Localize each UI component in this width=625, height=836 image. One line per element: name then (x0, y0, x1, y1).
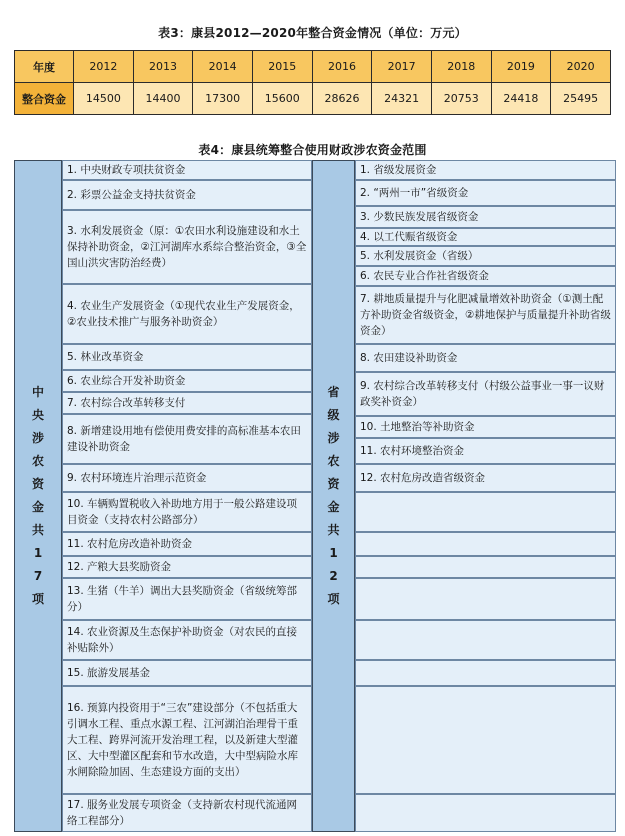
list-item: 3. 水利发展资金（原：①农田水利设施建设和水土保持补助资金，②江河湖库水系综合整治资金，③全国山洪灾害防治经费） (62, 210, 312, 284)
year-cell: 2017 (372, 51, 432, 83)
list-item: 9. 农村环境连片治理示范资金 (62, 464, 312, 492)
list-item: 9. 农村综合改革转移支付（村级公益事业一事一议财政奖补资金） (355, 372, 616, 416)
fund-value-cell: 14500 (74, 83, 134, 115)
list-item: 8. 新增建设用地有偿使用费安排的高标准基本农田建设补助资金 (62, 414, 312, 464)
list-item: 10. 土地整治等补助资金 (355, 416, 616, 438)
table-row-values (15, 83, 611, 115)
fund-value-cell: 28626 (312, 83, 372, 115)
list-item: 11. 农村危房改造补助资金 (62, 532, 312, 556)
list-item: 15. 旅游发展基金 (62, 660, 312, 686)
empty-cell (355, 578, 616, 620)
list-item: 10. 车辆购置税收入补助地方用于一般公路建设项目资金（支持农村公路部分） (62, 492, 312, 532)
year-cell: 2020 (551, 51, 611, 83)
table-row-years (15, 51, 611, 83)
fund-value-cell: 25495 (551, 83, 611, 115)
fund-value-cell: 14400 (133, 83, 193, 115)
list-item: 3. 少数民族发展省级资金 (355, 206, 616, 228)
list-item: 8. 农田建设补助资金 (355, 344, 616, 372)
list-item: 1. 中央财政专项扶贫资金 (62, 160, 312, 180)
fund-value-cell: 20753 (431, 83, 491, 115)
list-item: 2. 彩票公益金支持扶贫资金 (62, 180, 312, 210)
table3-caption: 表3：康县2012—2020年整合资金情况（单位：万元） (158, 26, 467, 40)
list-item: 5. 林业改革资金 (62, 344, 312, 370)
list-item: 12. 农村危房改造省级资金 (355, 464, 616, 492)
central-funds-header-text: 中央涉农资金共17项 (31, 385, 44, 606)
fund-value-cell: 17300 (193, 83, 253, 115)
list-item: 11. 农村环境整治资金 (355, 438, 616, 464)
fund-value-cell: 15600 (252, 83, 312, 115)
empty-cell (355, 794, 616, 832)
year-row-header: 年度 (15, 51, 74, 83)
fund-row-header: 整合资金 (15, 83, 74, 115)
list-item: 12. 产粮大县奖励资金 (62, 556, 312, 578)
list-item: 5. 水利发展资金（省级） (355, 246, 616, 266)
year-cell: 2013 (133, 51, 193, 83)
provincial-funds-header (312, 160, 355, 832)
list-item: 13. 生猪（牛羊）调出大县奖励资金（省级统筹部分） (62, 578, 312, 620)
list-item: 2. “两州一市”省级资金 (355, 180, 616, 206)
year-cell: 2016 (312, 51, 372, 83)
list-item: 1. 省级发展资金 (355, 160, 616, 180)
fund-value-cell: 24418 (491, 83, 551, 115)
fund-scope-table (14, 160, 616, 832)
list-item: 7. 农村综合改革转移支付 (62, 392, 312, 414)
empty-cell (355, 620, 616, 660)
empty-cell (355, 532, 616, 556)
list-item: 7. 耕地质量提升与化肥减量增效补助资金（①测土配方补助资金省级资金，②耕地保护与质量提升补助省级资金） (355, 286, 616, 344)
fund-value-cell: 24321 (372, 83, 432, 115)
empty-cell (355, 686, 616, 794)
table4-caption: 表4：康县统筹整合使用财政涉农资金范围 (198, 143, 427, 157)
central-funds-header (14, 160, 62, 832)
list-item: 6. 农业综合开发补助资金 (62, 370, 312, 392)
list-item: 16. 预算内投资用于“三农”建设部分（不包括重大引调水工程、重点水源工程、江河湖泊治理骨干重大工程、跨界河流开发治理工程，以及新建大型灌区、大中型灌区配套和节水改造，大中型病险水库水闸除险加固、生态建设方面的支出） (62, 686, 312, 794)
list-item: 4. 以工代赈省级资金 (355, 228, 616, 246)
list-item: 17. 服务业发展专项资金（支持新农村现代流通网络工程部分） (62, 794, 312, 832)
empty-cell (355, 660, 616, 686)
list-item: 14. 农业资源及生态保护补助资金（对农民的直接补贴除外） (62, 620, 312, 660)
fund-integration-table (14, 50, 611, 115)
empty-cell (355, 556, 616, 578)
year-cell: 2014 (193, 51, 253, 83)
year-cell: 2012 (74, 51, 134, 83)
empty-cell (355, 492, 616, 532)
list-item: 4. 农业生产发展资金（①现代农业生产发展资金，②农业技术推广与服务补助资金） (62, 284, 312, 344)
provincial-funds-header-text: 省级涉农资金共12项 (327, 385, 340, 606)
year-cell: 2015 (252, 51, 312, 83)
year-cell: 2019 (491, 51, 551, 83)
year-cell: 2018 (431, 51, 491, 83)
list-item: 6. 农民专业合作社省级资金 (355, 266, 616, 286)
